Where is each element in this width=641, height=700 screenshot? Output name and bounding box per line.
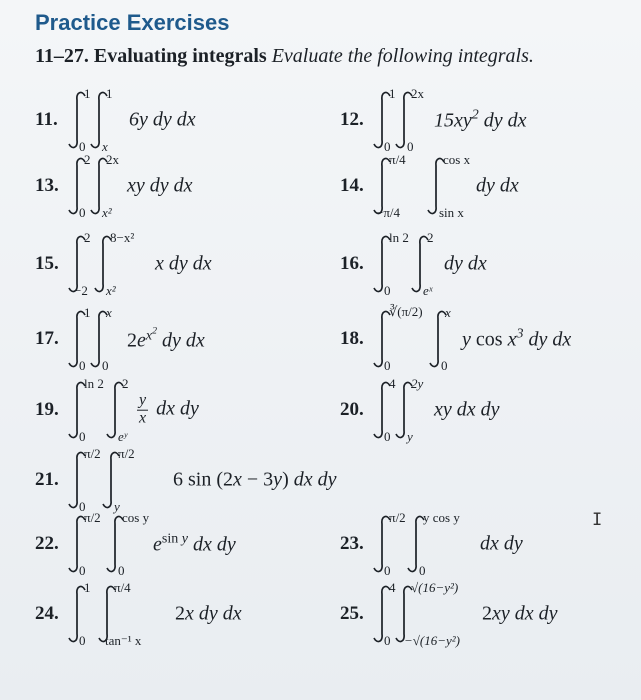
inner-upper-limit: 2x <box>106 152 119 167</box>
problem-number: 22. <box>35 533 59 554</box>
inner-upper-limit: 2 <box>427 230 434 245</box>
problem-number: 17. <box>35 328 59 349</box>
inner-lower-limit: −√(16−y²) <box>404 633 461 648</box>
inner-upper-limit: 8−x² <box>110 230 135 245</box>
problem-12 <box>340 84 640 156</box>
problem-13 <box>35 150 335 222</box>
problem-22 <box>35 508 335 580</box>
outer-upper-limit: π/2 <box>84 510 101 525</box>
outer-lower-limit: −π/4 <box>376 205 401 220</box>
outer-lower-limit: 0 <box>79 499 86 514</box>
integrand: y $\cos x^3$ dy dx <box>462 326 572 351</box>
inner-lower-limit: y <box>114 499 120 514</box>
outer-upper-limit: ln 2 <box>84 376 104 391</box>
inner-lower-limit: eˣ <box>423 283 433 298</box>
problem-17 <box>35 303 335 375</box>
outer-lower-limit: 0 <box>79 358 86 373</box>
section-instruction: Evaluate the following integrals. <box>271 45 534 67</box>
inner-upper-limit: cos y <box>122 510 150 525</box>
inner-lower-limit: tan⁻¹ x <box>105 633 142 648</box>
section-heading <box>35 45 534 68</box>
outer-lower-limit: −2 <box>74 283 88 298</box>
outer-lower-limit: 0 <box>384 563 391 578</box>
inner-upper-limit: 2 <box>122 376 129 391</box>
problem-number: 18. <box>340 328 364 349</box>
problem-24 <box>35 578 335 650</box>
problem-11 <box>35 84 335 156</box>
problem-number: 11. <box>35 109 58 130</box>
integral-signs <box>67 303 127 375</box>
outer-lower-limit: 0 <box>79 205 86 220</box>
inner-lower-limit: 0 <box>419 563 426 578</box>
problem-number: 20. <box>340 399 364 420</box>
problem-number: 21. <box>35 469 59 490</box>
text-cursor-icon: I <box>592 510 603 530</box>
outer-upper-limit: π/2 <box>84 446 101 461</box>
outer-lower-limit: 0 <box>384 139 391 154</box>
problem-number: 14. <box>340 175 364 196</box>
problem-number: 19. <box>35 399 59 420</box>
integrand: $e^{sin y}$ dx dy <box>153 531 236 556</box>
outer-lower-limit: 0 <box>384 358 391 373</box>
outer-lower-limit: 0 <box>384 283 391 298</box>
outer-upper-limit: 1 <box>84 86 91 101</box>
section-name: Evaluating integrals <box>93 45 267 67</box>
integrand: 2x dy dx <box>175 602 242 625</box>
outer-upper-limit: 2 <box>84 152 91 167</box>
problem-15 <box>35 228 335 300</box>
problem-25 <box>340 578 640 650</box>
problem-19 <box>35 374 335 446</box>
inner-upper-limit: 1 <box>106 86 113 101</box>
inner-lower-limit: x² <box>106 283 116 298</box>
inner-lower-limit: x <box>102 139 108 154</box>
problem-number: 24. <box>35 603 59 624</box>
integrand: $15xy^2$ dy dx <box>434 107 527 132</box>
outer-upper-limit: π/4 <box>389 152 406 167</box>
integrand: $2e^{x^2}$ dy dx <box>127 325 205 352</box>
inner-lower-limit: 0 <box>441 358 448 373</box>
integrand: x dy dx <box>155 252 212 275</box>
outer-upper-limit: 4 <box>389 376 396 391</box>
inner-upper-limit: x <box>106 305 112 320</box>
integrand: dy dx <box>444 252 487 275</box>
integrand: 6 sin (2x − 3y) dx dy <box>173 468 337 491</box>
problem-number: 16. <box>340 253 364 274</box>
integrand: $\frac{y}{x}$ dx dy <box>139 391 199 427</box>
problem-20 <box>340 374 640 446</box>
integrand: 6y dy dx <box>129 108 196 131</box>
outer-lower-limit: 0 <box>384 633 391 648</box>
problem-number: 15. <box>35 253 59 274</box>
problem-number: 23. <box>340 533 364 554</box>
problem-14 <box>340 150 640 222</box>
problem-number: 13. <box>35 175 59 196</box>
inner-upper-limit: π/4 <box>114 580 131 595</box>
problem-18 <box>340 303 640 375</box>
problem-23 <box>340 508 580 580</box>
inner-upper-limit: 2y <box>411 376 424 391</box>
outer-upper-limit: 1 <box>389 86 396 101</box>
outer-upper-limit: 1 <box>84 580 91 595</box>
inner-lower-limit: eʸ <box>118 429 128 444</box>
inner-lower-limit: 0 <box>102 358 109 373</box>
inner-upper-limit: 2x <box>411 86 424 101</box>
integrand: 2xy dx dy <box>482 602 558 625</box>
integrand: xy dy dx <box>127 174 193 197</box>
inner-upper-limit: y cos y <box>423 510 460 525</box>
inner-upper-limit: π/2 <box>118 446 135 461</box>
inner-lower-limit: y <box>407 429 413 444</box>
inner-lower-limit: 0 <box>407 139 414 154</box>
outer-lower-limit: 0 <box>79 633 86 648</box>
problem-number: 12. <box>340 109 364 130</box>
page-title: Practice Exercises <box>35 10 230 35</box>
inner-upper-limit: √(16−y²) <box>411 580 459 595</box>
integrand: xy dx dy <box>434 398 500 421</box>
exercise-range: 11–27. <box>35 45 89 67</box>
outer-upper-limit: π/2 <box>389 510 406 525</box>
outer-lower-limit: 0 <box>79 429 86 444</box>
inner-lower-limit: sin x <box>439 205 464 220</box>
outer-lower-limit: 0 <box>79 139 86 154</box>
inner-upper-limit: x <box>445 305 451 320</box>
integrand: dy dx <box>476 174 519 197</box>
outer-upper-limit: 1 <box>84 305 91 320</box>
inner-lower-limit: 0 <box>118 563 125 578</box>
outer-upper-limit: ∛(π/2) <box>389 304 423 319</box>
outer-upper-limit: 2 <box>84 230 91 245</box>
outer-upper-limit: ln 2 <box>389 230 409 245</box>
inner-upper-limit: cos x <box>443 152 471 167</box>
inner-lower-limit: x² <box>102 205 112 220</box>
outer-lower-limit: 0 <box>384 429 391 444</box>
integral-signs <box>67 84 127 156</box>
integrand: dx dy <box>480 532 523 555</box>
problem-number: 25. <box>340 603 364 624</box>
problem-16 <box>340 228 640 300</box>
problem-21 <box>35 444 435 516</box>
outer-lower-limit: 0 <box>79 563 86 578</box>
outer-upper-limit: 4 <box>389 580 396 595</box>
